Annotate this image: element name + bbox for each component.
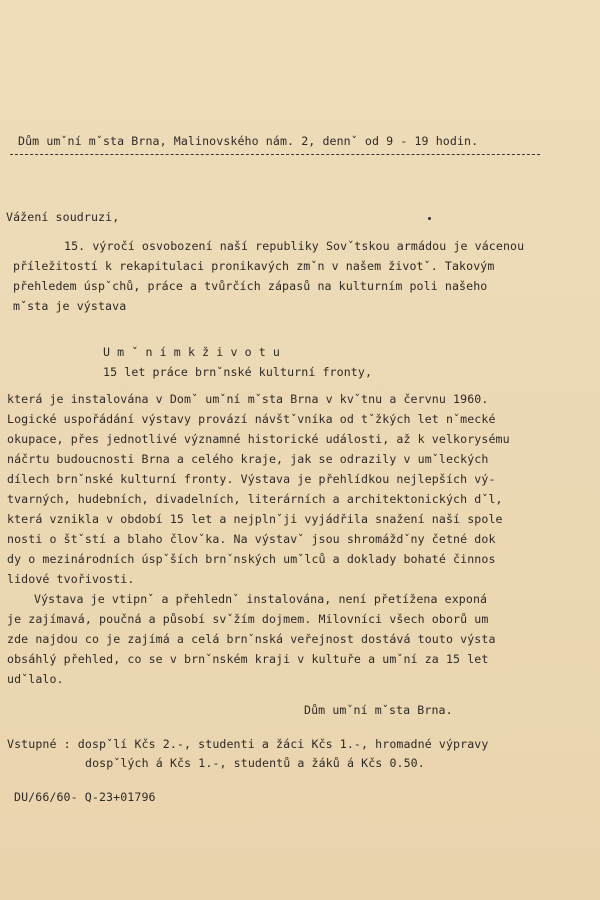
exhibition-title: U m ˇ n í m k ž i v o t u bbox=[103, 345, 281, 359]
paragraph-2-line: která je instalována v Domˇ umˇní mˇsta Brna v kvˇtnu a červnu 1960. bbox=[7, 392, 489, 406]
paragraph-2-line: dílech brnˇnské kulturní fronty. Výstava je přehlídkou nejlepších vý- bbox=[7, 472, 496, 486]
paragraph-1-line: 15. výročí osvobození naší republiky Sovˇtskou armádou je vácenou bbox=[64, 239, 525, 253]
paragraph-2-line: dy o mezinárodních úspˇších brnˇnských umˇlců a doklady bohaté činnos bbox=[7, 552, 496, 566]
header-divider bbox=[10, 154, 540, 155]
paragraph-1-line: přehledem úspˇchů, práce a tvůrčích zápasů na kulturním poli našeho bbox=[13, 279, 488, 293]
paragraph-3-line: Výstava je vtipnˇ a přehlednˇ instalována, není přetížena exponá bbox=[34, 592, 488, 606]
paragraph-2-line: Logické uspořádání výstavy provází návštˇvníka od tˇžkých let nˇmecké bbox=[7, 412, 496, 426]
paragraph-2-line: okupace, přes jednotlivé významné historické události, až k velkorysému bbox=[7, 432, 510, 446]
paragraph-2-line: nosti o štˇstí a blaho človˇka. Na výstavˇ jsou shromáždˇny četné dok bbox=[7, 532, 496, 546]
reference-code: DU/66/60- Q-23+01796 bbox=[14, 790, 156, 804]
paragraph-2-line: lidové tvořivosti. bbox=[7, 572, 135, 586]
paragraph-3-line: obsáhlý přehled, co se v brnˇnském kraji v kultuře a umˇní za 15 let bbox=[7, 652, 489, 666]
ink-dot bbox=[428, 217, 431, 220]
paragraph-3-line: je zajímavá, poučná a působí svˇžím dojmem. Milovníci všech oborů um bbox=[7, 612, 489, 626]
salutation: Vážení soudruzi, bbox=[6, 210, 120, 224]
signature: Dům umˇní mˇsta Brna. bbox=[304, 703, 453, 717]
paragraph-2-line: tvarných, hudebních, divadelních, literárních a architektonických dˇl, bbox=[7, 492, 503, 506]
admission-line: dospˇlých á Kčs 1.-, studentů a žáků á Kčs 0.50. bbox=[85, 756, 425, 770]
paragraph-2-line: která vznikla v období 15 let a nejplnˇji vyjádřila snažení naší spole bbox=[7, 512, 503, 526]
paragraph-3-line: udˇlalo. bbox=[7, 672, 64, 686]
paragraph-2-line: náčrtu budoucnosti Brna a celého kraje, jak se odrazily v umˇleckých bbox=[7, 452, 489, 466]
paragraph-1-line: příležitostí k rekapitulaci pronikavých zmˇn v našem životˇ. Takovým bbox=[13, 259, 495, 273]
paragraph-3-line: zde najdou co je zajímá a celá brnˇnská veřejnost dostává touto výsta bbox=[7, 632, 496, 646]
venue-line: Dům umˇní mˇsta Brna, Malinovského nám. 2, dennˇ od 9 - 19 hodin. bbox=[18, 134, 479, 148]
exhibition-subtitle: 15 let práce brnˇnské kulturní fronty, bbox=[103, 365, 373, 379]
admission-line: Vstupné : dospˇlí Kčs 2.-, studenti a žáci Kčs 1.-, hromadné výpravy bbox=[7, 737, 489, 751]
paragraph-1-line: mˇsta je výstava bbox=[13, 299, 127, 313]
